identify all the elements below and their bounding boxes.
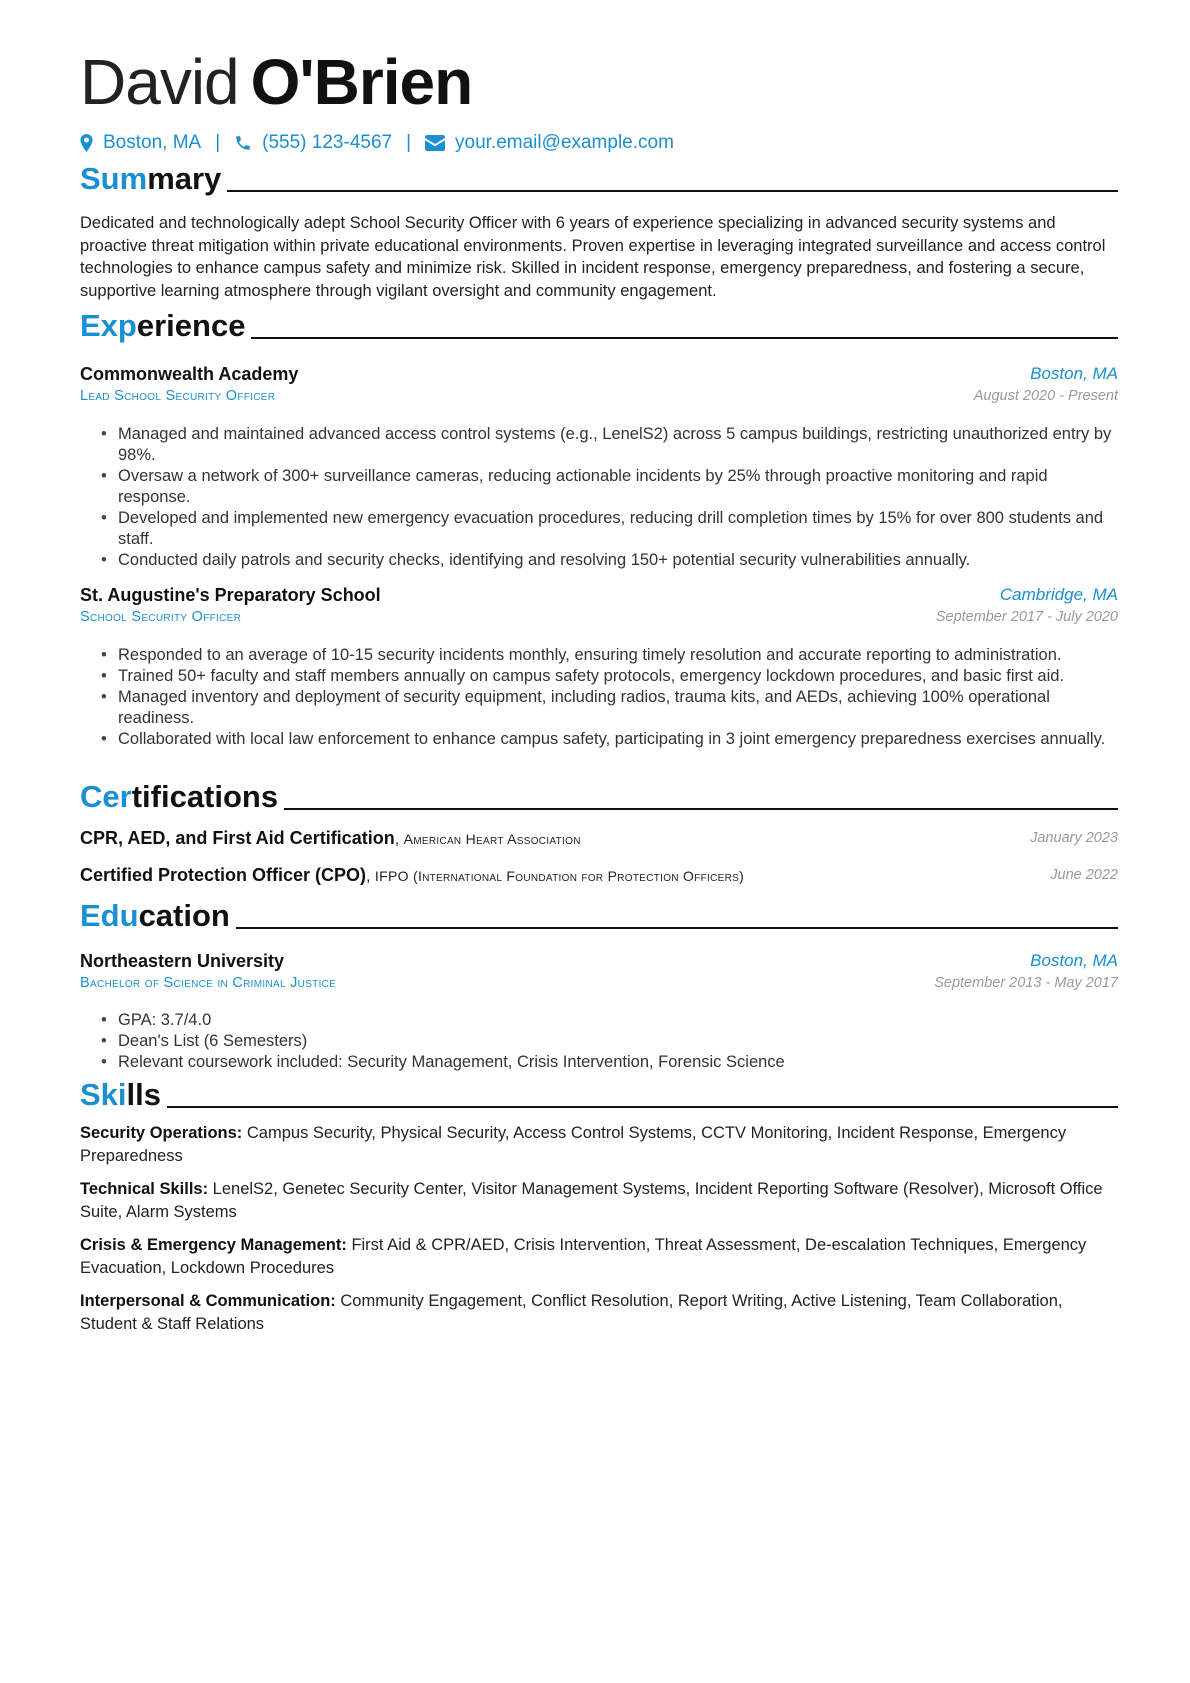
map-marker-icon (80, 134, 93, 152)
section-rule (167, 1106, 1118, 1108)
certification-item: CPR, AED, and First Aid Certification, American Heart Association January 2023 (80, 828, 1118, 848)
heading-accent: Sum (80, 161, 148, 196)
summary-text: Dedicated and technologically adept School Security Officer with 6 years of experience specializing in advanced security systems and proactive threat mitigation within private educational environments. Proven expertise in leveraging integrated surveillance and access control technologies to enhance campus safety and minimize risk. Skilled in incident response, emergency preparedness, and fostering a secure, supportive learning atmosphere through vigilant oversight and community engagement. (80, 214, 1106, 300)
job-role: Lead School Security Officer (80, 388, 276, 404)
skill-group-text: LenelS2, Genetec Security Center, Visitor Management Systems, Incident Reporting Software (Resolver), Microsoft Office Suite, Alarm Systems (80, 1180, 1103, 1221)
list-item: • Dean's List (6 Semesters) (118, 1031, 1118, 1052)
job-dates: August 2020 - Present (973, 388, 1118, 404)
school-location: Boston, MA (1030, 951, 1118, 970)
heading-accent: Exp (80, 308, 137, 343)
heading-accent: Edu (80, 898, 139, 933)
skill-group-label: Crisis & Emergency Management: (80, 1236, 347, 1254)
heading-accent: Cer (80, 779, 132, 814)
education-bullets (80, 1010, 1118, 1073)
list-item: • Developed and implemented new emergency evacuation procedures, reducing drill completion times by 15% for over 800 students and staff. (118, 508, 1118, 550)
job-organization: St. Augustine's Preparatory School (80, 585, 381, 605)
heading-rest: cation (138, 898, 230, 933)
education-dates: September 2013 - May 2017 (934, 975, 1118, 991)
contact-bar (80, 132, 674, 154)
job-location: Cambridge, MA (999, 585, 1118, 604)
heading-accent: Ski (80, 1077, 127, 1112)
job-dates: September 2017 - July 2020 (935, 609, 1118, 625)
skill-group (80, 1122, 1118, 1167)
section-experience-heading (80, 305, 1118, 343)
job-location: Boston, MA (1030, 364, 1118, 383)
section-rule (284, 808, 1118, 810)
skill-group-label: Interpersonal & Communication: (80, 1292, 336, 1310)
list-item: • Managed inventory and deployment of security equipment, including radios, trauma kits, and AEDs, achieving 100% operational readiness. (118, 687, 1118, 729)
section-education-heading (80, 895, 1118, 933)
section-rule (251, 337, 1118, 339)
job-organization: Commonwealth Academy (80, 364, 299, 384)
certification-name: CPR, AED, and First Aid Certification (80, 828, 395, 848)
skill-group-text: First Aid & CPR/AED, Crisis Intervention, Threat Assessment, De-escalation Techniques, Emergency Evacuation, Lockdown Procedures (80, 1236, 1087, 1277)
section-rule (227, 190, 1118, 192)
contact-phone: (555) 123-4567 (262, 132, 393, 153)
degree: Bachelor of Science in Criminal Justice (80, 975, 337, 991)
skill-group-text: Campus Security, Physical Security, Access Control Systems, CCTV Monitoring, Incident Response, Emergency Preparedness (80, 1124, 1067, 1165)
job-bullets (80, 424, 1118, 571)
list-item: • Collaborated with local law enforcement to enhance campus safety, participating in 3 joint emergency preparedness exercises annually. (118, 729, 1118, 750)
heading-rest: tifications (131, 779, 279, 814)
section-rule (236, 927, 1118, 929)
skill-group (80, 1290, 1118, 1335)
job-entry-header (80, 584, 1118, 628)
contact-separator: | (215, 132, 221, 153)
skill-group-label: Security Operations: (80, 1124, 243, 1142)
school-name: Northeastern University (80, 951, 285, 971)
skill-group-text: Community Engagement, Conflict Resolution, Report Writing, Active Listening, Team Collaboration, Student & Staff Relations (80, 1292, 1063, 1333)
heading-rest: mary (147, 161, 222, 196)
job-role: School Security Officer (80, 609, 242, 625)
first-name: David (80, 46, 239, 118)
contact-email-link[interactable]: your.email@example.com (455, 132, 674, 153)
section-certifications-heading (80, 776, 1118, 814)
education-entry-header (80, 950, 1118, 994)
section-skills-heading (80, 1074, 1118, 1112)
list-item: • Relevant coursework included: Security Management, Crisis Intervention, Forensic Science (118, 1052, 1118, 1073)
skill-group (80, 1234, 1118, 1279)
list-item: • GPA: 3.7/4.0 (118, 1010, 1118, 1031)
phone-icon (234, 134, 252, 152)
candidate-name (80, 42, 472, 122)
contact-separator: | (406, 132, 412, 153)
list-item: • Responded to an average of 10-15 security incidents monthly, ensuring timely resolution and accurate reporting to administration. (118, 645, 1118, 666)
heading-rest: erience (136, 308, 246, 343)
last-name: O'Brien (250, 46, 473, 118)
list-item: • Oversaw a network of 300+ surveillance cameras, reducing actionable incidents by 25% through proactive monitoring and rapid response. (118, 466, 1118, 508)
skill-group (80, 1178, 1118, 1223)
skill-group-label: Technical Skills: (80, 1180, 209, 1198)
certification-item: Certified Protection Officer (CPO), IFPO (International Foundation for Protection Officers) June 2022 (80, 865, 1118, 885)
job-bullets (80, 645, 1118, 750)
list-item: • Trained 50+ faculty and staff members annually on campus safety protocols, emergency lockdown procedures, and basic first aid. (118, 666, 1118, 687)
certification-date: June 2022 (1050, 867, 1118, 883)
list-item: • Conducted daily patrols and security checks, identifying and resolving 150+ potential security vulnerabilities annually. (118, 550, 1118, 571)
certification-issuer: IFPO (International Foundation for Protection Officers) (374, 868, 745, 884)
envelope-icon (425, 135, 445, 151)
certification-issuer: American Heart Association (403, 831, 581, 847)
contact-location: Boston, MA (103, 132, 202, 153)
section-summary-heading (80, 158, 1118, 196)
certification-name: Certified Protection Officer (CPO) (80, 865, 367, 885)
job-entry-header (80, 363, 1118, 407)
certification-date: January 2023 (1030, 830, 1118, 846)
list-item: • Managed and maintained advanced access control systems (e.g., LenelS2) across 5 campus buildings, restricting unauthorized entry by 98%. (118, 424, 1118, 466)
heading-rest: lls (126, 1077, 161, 1112)
